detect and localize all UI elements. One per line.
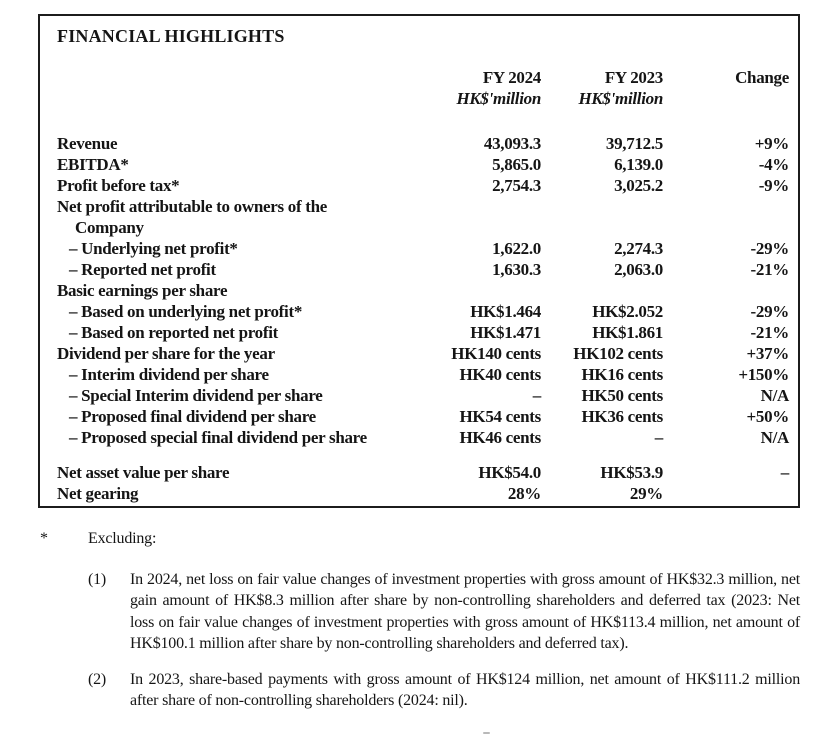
table-header-row [40, 67, 798, 88]
value-fy2024: HK$1.471 [470, 323, 541, 342]
value-change: +50% [746, 407, 789, 426]
asterisk-marker: * [40, 530, 48, 547]
table-row [40, 462, 798, 483]
row-label: – Based on underlying net profit* [69, 302, 303, 321]
row-label: – Special Interim dividend per share [69, 386, 323, 405]
table-row [40, 483, 798, 504]
value-fy2023: – [654, 428, 663, 447]
row-label: – Proposed final dividend per share [69, 407, 316, 426]
table-header [40, 67, 798, 109]
footnote-heading: Excluding: [88, 530, 157, 547]
table-summary [40, 462, 798, 504]
table-row [40, 217, 798, 238]
table-row [40, 364, 798, 385]
value-fy2023: 3,025.2 [614, 176, 663, 195]
value-change: N/A [760, 386, 789, 405]
table-row [40, 385, 798, 406]
footnote-items [38, 569, 800, 712]
footnote-item [38, 669, 800, 712]
table-row [40, 154, 798, 175]
footnotes-section [38, 528, 800, 712]
value-fy2023: 39,712.5 [605, 134, 663, 153]
value-fy2024: HK40 cents [459, 365, 541, 384]
value-fy2023: 29% [629, 484, 663, 503]
footnote-number: (1) [88, 570, 107, 588]
value-change: -29% [750, 302, 789, 321]
value-change: – [780, 463, 789, 482]
footnote-number: (2) [88, 670, 107, 688]
value-fy2024: HK$1.464 [470, 302, 541, 321]
value-fy2023: HK36 cents [581, 407, 663, 426]
footnote-heading-row [38, 528, 800, 550]
table-row [40, 406, 798, 427]
row-label: EBITDA* [57, 155, 129, 174]
value-fy2024: 2,754.3 [492, 176, 541, 195]
row-label: Net profit attributable to owners of the [57, 197, 328, 216]
value-fy2023: HK102 cents [573, 344, 663, 363]
column-header-change: Change [735, 68, 789, 87]
table-row [40, 280, 798, 301]
row-label: Company [75, 218, 144, 237]
row-label: Revenue [57, 134, 118, 153]
footnote-item [38, 569, 800, 655]
value-change: +9% [754, 134, 789, 153]
column-header-fy2023: FY 2023 [604, 68, 663, 87]
value-fy2023: HK$53.9 [600, 463, 663, 482]
value-fy2024: HK46 cents [459, 428, 541, 447]
value-fy2024: 1,630.3 [492, 260, 541, 279]
row-label: Net asset value per share [57, 463, 230, 482]
value-change: +150% [738, 365, 789, 384]
value-fy2023: HK16 cents [581, 365, 663, 384]
row-label: Dividend per share for the year [57, 344, 275, 363]
value-change: -21% [750, 323, 789, 342]
value-change: -9% [758, 176, 789, 195]
row-label: – Underlying net profit* [69, 239, 238, 258]
value-change: +37% [746, 344, 789, 363]
value-fy2024: 1,622.0 [492, 239, 541, 258]
table-row [40, 427, 798, 448]
table-row [40, 343, 798, 364]
column-subheader-fy2024: HK$'million [456, 89, 541, 108]
page-title: FINANCIAL HIGHLIGHTS [57, 26, 285, 46]
value-fy2023: HK$1.861 [592, 323, 663, 342]
table-row [40, 196, 798, 217]
scan-artifact-dot [483, 732, 490, 734]
value-fy2023: 2,274.3 [614, 239, 663, 258]
table-body [40, 133, 798, 448]
value-fy2024: HK$54.0 [478, 463, 541, 482]
table-row [40, 301, 798, 322]
row-label: Net gearing [57, 484, 139, 503]
table-row [40, 238, 798, 259]
value-fy2024: 43,093.3 [483, 134, 541, 153]
column-subheader-fy2023: HK$'million [578, 89, 663, 108]
row-label: – Based on reported net profit [69, 323, 279, 342]
value-fy2023: HK50 cents [581, 386, 663, 405]
row-label: Profit before tax* [57, 176, 180, 195]
value-change: -21% [750, 260, 789, 279]
table-row [40, 133, 798, 154]
value-change: -4% [758, 155, 789, 174]
value-fy2023: HK$2.052 [592, 302, 663, 321]
row-label: – Proposed special final dividend per share [69, 428, 367, 447]
table-row [40, 322, 798, 343]
row-label: Basic earnings per share [57, 281, 228, 300]
footnote-text: In 2023, share-based payments with gross amount of HK$124 million, net amount of HK$111.2 million after share of non-controlling shareholders (2024: nil). [130, 670, 800, 709]
value-change: N/A [760, 428, 789, 447]
financial-highlights-box [38, 14, 800, 508]
value-fy2023: 6,139.0 [614, 155, 663, 174]
value-fy2024: – [532, 386, 541, 405]
table-row [40, 175, 798, 196]
value-change: -29% [750, 239, 789, 258]
value-fy2024: HK54 cents [459, 407, 541, 426]
value-fy2023: 2,063.0 [614, 260, 663, 279]
footnote-text: In 2024, net loss on fair value changes of investment properties with gross amount of HK$32.3 million, net gain amount of HK$8.3 million after share by non-controlling shareholders and deferred tax (2023: Net loss on fair value changes of investment properties with gross amount of HK$113.4 million, net amount of HK$100.1 million after share by non-controlling shareholders and deferred tax). [130, 570, 800, 652]
column-header-fy2024: FY 2024 [482, 68, 541, 87]
row-label: – Interim dividend per share [69, 365, 269, 384]
value-fy2024: HK140 cents [451, 344, 541, 363]
table-row [40, 259, 798, 280]
row-label: – Reported net profit [69, 260, 216, 279]
value-fy2024: 5,865.0 [492, 155, 541, 174]
value-fy2024: 28% [507, 484, 541, 503]
table-header-subrow [40, 88, 798, 109]
